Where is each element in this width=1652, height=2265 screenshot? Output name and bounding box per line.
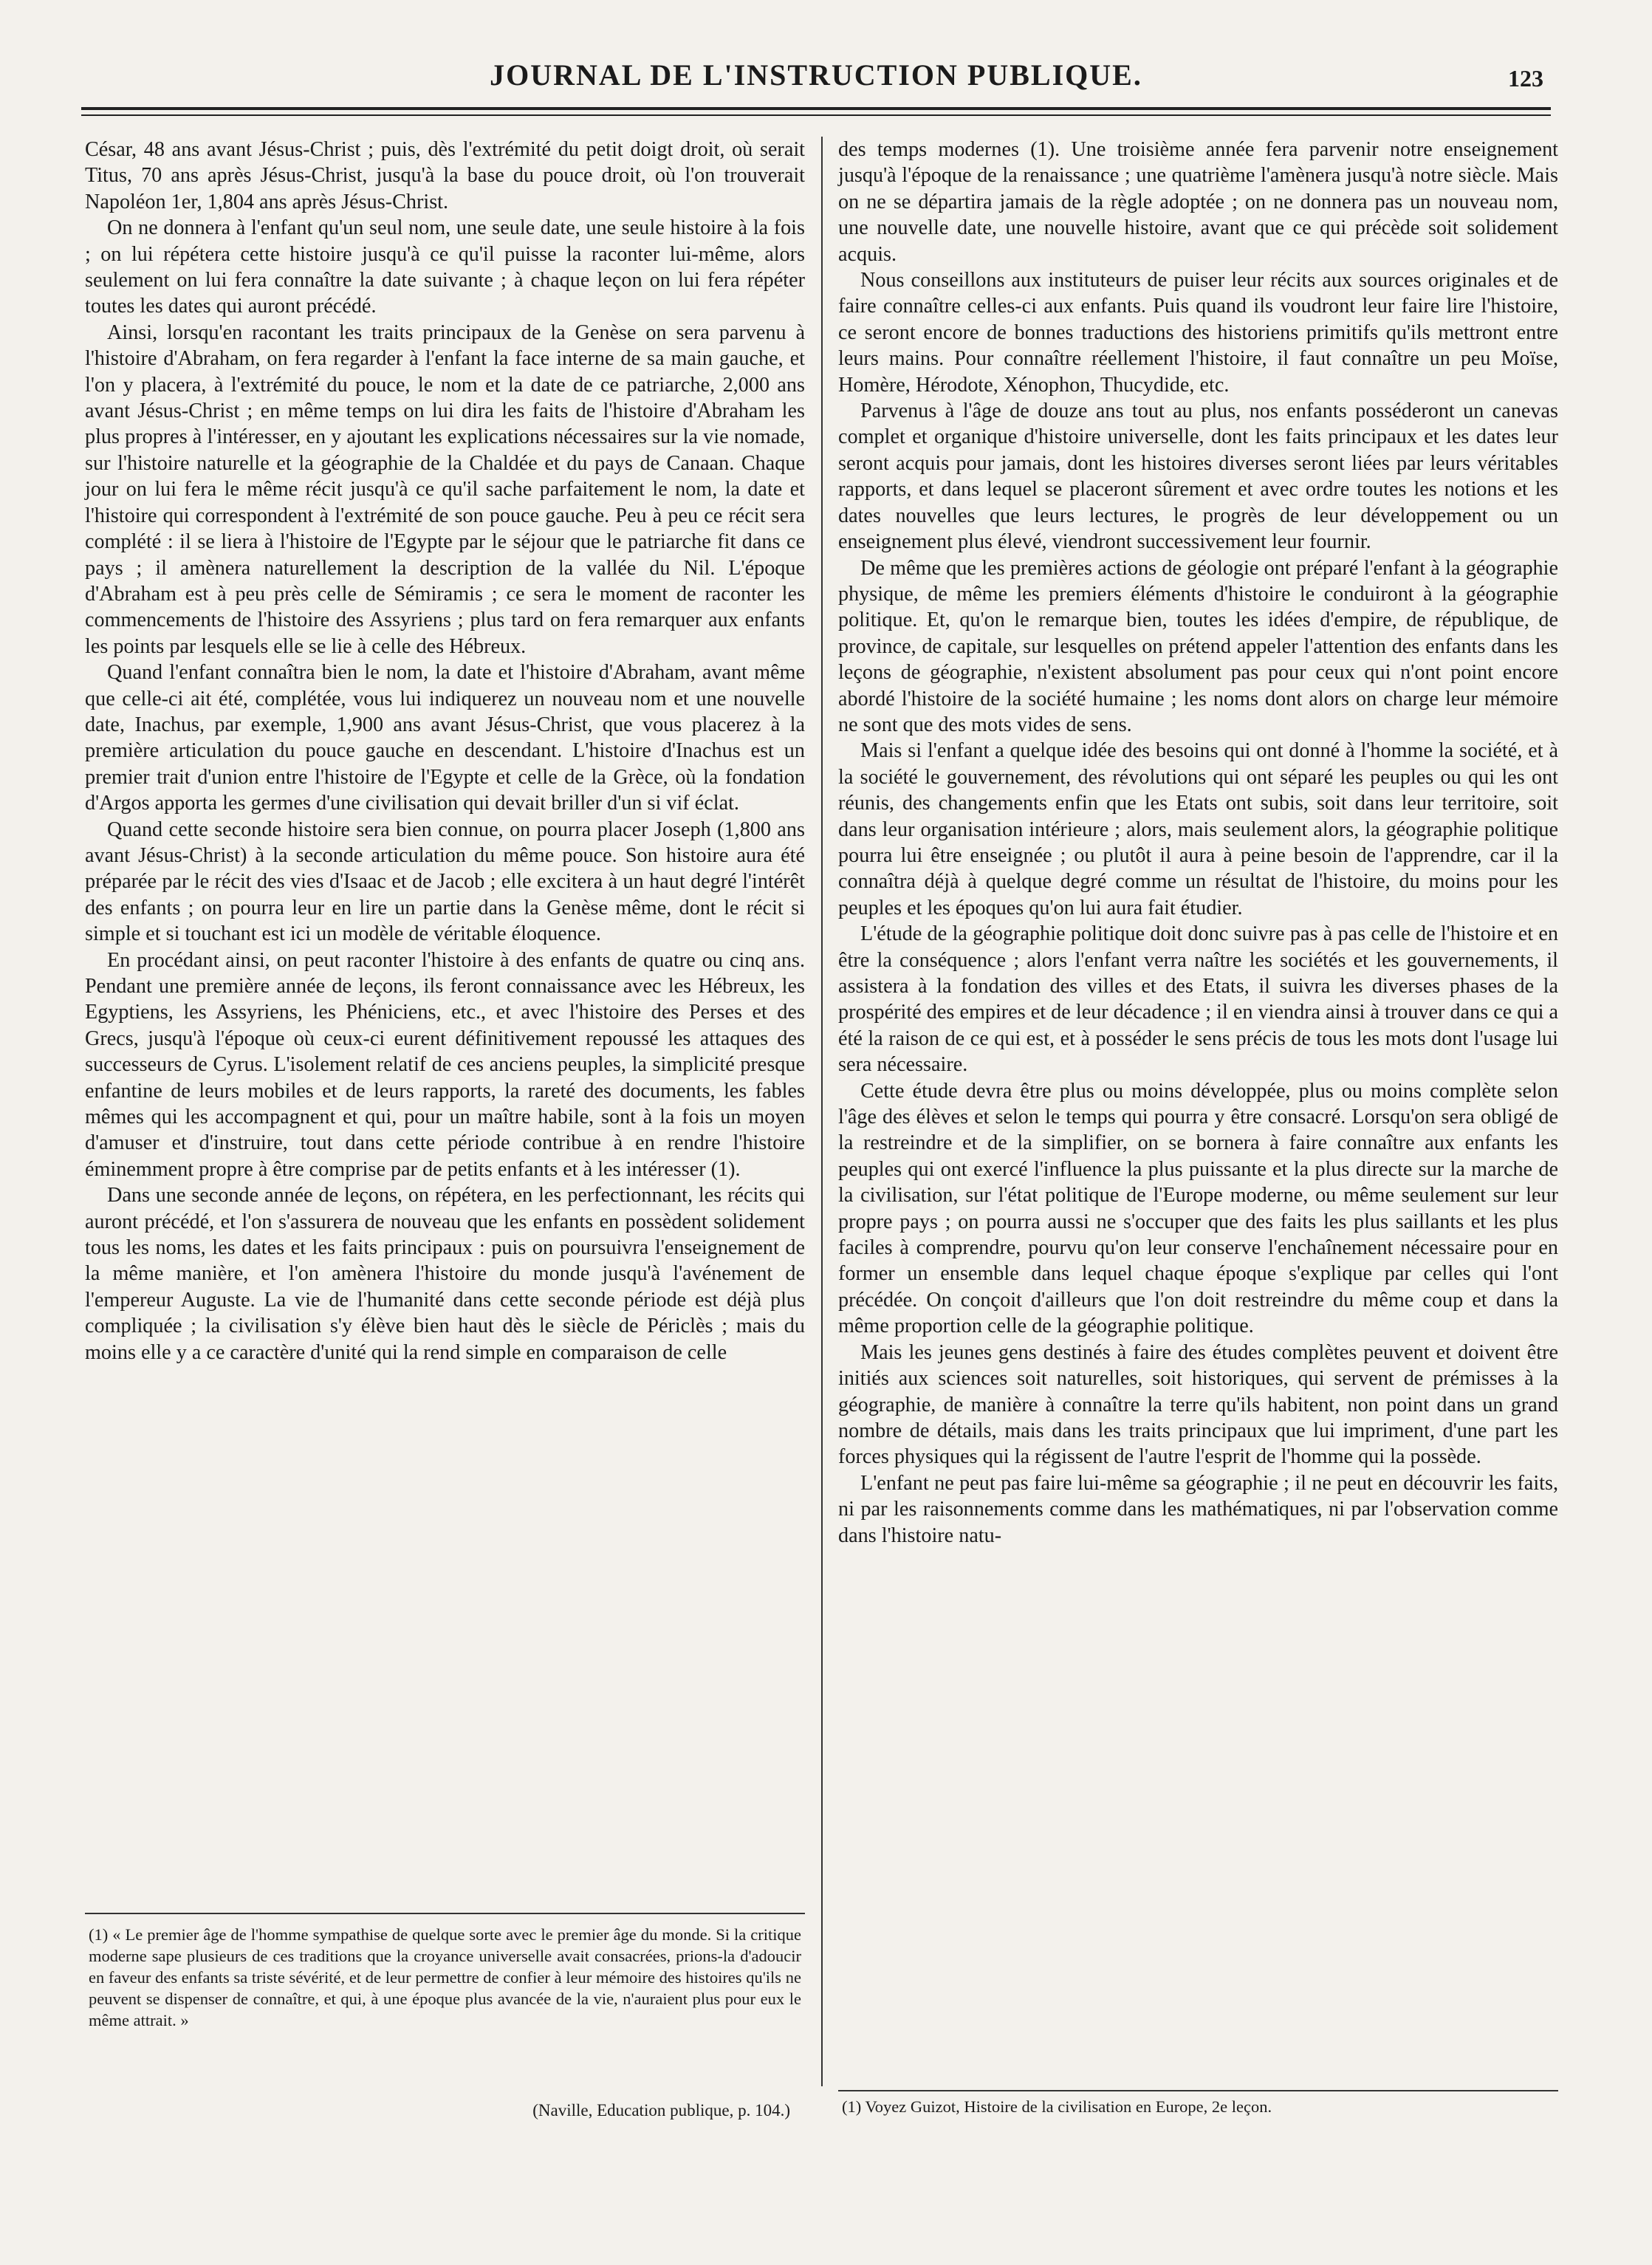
- left-column: [85, 137, 805, 1365]
- footnote-rule-right: [838, 2090, 1558, 2091]
- paragraph: des temps modernes (1). Une troisième année fera parvenir notre enseignement jusqu'à l'époque de la renaissance ; une quatrième l'amènera jusqu'à notre siècle. Mais on ne se départira jamais de la règle adoptée ; on ne donnera pas un nouveau nom, une nouvelle date, une nouvelle histoire, avant que ce qui précède soit solidement acquis.: [838, 138, 1558, 266]
- footnote-rule-left: [85, 1913, 805, 1914]
- footnote-source: (Naville, Education publique, p. 104.): [532, 2101, 790, 2120]
- paragraph: Quand l'enfant connaîtra bien le nom, la date et l'histoire d'Abraham, avant même que celle-ci ait été, complétée, vous lui indiquerez un nouveau nom et une nouvelle date, Inachus, par exemple, 1,900 ans avant Jésus-Christ, que vous placerez à la première articulation du pouce gauche en descendant. L'histoire d'Inachus est un premier trait d'union entre l'histoire de l'Egypte et celle de la Grèce, où la fondation d'Argos apporta les germes d'une civilisation qui devait briller d'un si vif éclat.: [85, 661, 805, 815]
- paragraph: Nous conseillons aux instituteurs de puiser leur récits aux sources originales et de faire connaître celles-ci aux enfants. Puis quand ils voudront leur faire lire l'histoire, ce seront encore de bonnes traductions des historiens primitifs qu'ils mettront entre leurs mains. Pour connaître réellement l'histoire, il faut connaître un peu Moïse, Homère, Hérodote, Xénophon, Thucydide, etc.: [838, 269, 1558, 397]
- footnote-right: (1) Voyez Guizot, Histoire de la civilisation en Europe, 2e leçon.: [842, 2097, 1272, 2116]
- paragraph: On ne donnera à l'enfant qu'un seul nom, une seule date, une seule histoire à la fois ; on lui répétera cette histoire jusqu'à ce qu'il puisse la raconter lui-même, alors seulement on lui fera connaître la date suivante ; à chaque leçon on lui fera répéter toutes les dates qui auront précédé.: [85, 216, 805, 318]
- paragraph: Dans une seconde année de leçons, on répétera, en les perfectionnant, les récits qui auront précédé, et l'on s'assurera de nouveau que les enfants en possèdent solidement tous les noms, les dates et les faits principaux : puis on poursuivra l'enseignement de la même manière, et l'on amènera l'histoire du monde jusqu'à l'avénement de l'empereur Auguste. La vie de l'humanité dans cette seconde période est déjà plus compliquée ; la civilisation s'y élève bien haut dès le siècle de Périclès ; mais du moins elle y a ce caractère d'unité qui la rend simple en comparaison de celle: [85, 1184, 805, 1364]
- paragraph: L'enfant ne peut pas faire lui-même sa géographie ; il ne peut en découvrir les faits, ni par les raisonnements comme dans les mathématiques, ni par l'observation comme dans l'histoire natu-: [838, 1471, 1558, 1547]
- header-rule-thin: [81, 114, 1551, 116]
- page-number: 123: [1508, 65, 1543, 92]
- journal-title: JOURNAL DE L'INSTRUCTION PUBLIQUE.: [490, 58, 1142, 92]
- header-rule-thick: [81, 107, 1551, 110]
- paragraph: Mais les jeunes gens destinés à faire des études complètes peuvent et doivent être initiés aux sciences soit naturelles, soit historiques, qui servent de prémisses à la géographie, de manière à connaître la terre qu'ils habitent, non point dans un grand nombre de détails, mais dans les traits principaux que lui impriment, d'une part les forces physiques qui la régissent de l'autre l'esprit de l'homme qui la possède.: [838, 1340, 1558, 1469]
- column-divider: [821, 137, 823, 2086]
- paragraph: En procédant ainsi, on peut raconter l'histoire à des enfants de quatre ou cinq ans. Pendant une première année de leçons, ils feront connaissance avec les Hébreux, les Egyptiens, les Assyriens, les Phéniciens, etc., et avec l'histoire des Perses et des Grecs, jusqu'à l'époque où ceux-ci eurent définitivement repoussé les attaques des successeurs de Cyrus. L'isolement relatif de ces anciens peuples, la simplicité presque enfantine de leurs mobiles et de leurs rapports, la rareté des documents, les fables mêmes qui les accompagnent et qui, pour un maître habile, sont à la fois un moyen d'amuser et d'instruire, tout dans cette période contribue à en rendre l'histoire éminemment propre à être comprise par de petits enfants et à les intéresser (1).: [85, 948, 805, 1181]
- paragraph: Parvenus à l'âge de douze ans tout au plus, nos enfants posséderont un canevas complet et organique d'histoire universelle, dont les faits principaux et les dates leur seront acquis pour jamais, dont les histoires diverses seront liées par leurs véritables rapports, et dans lequel se placeront sûrement et avec ordre toutes les notions et les dates nouvelles que leurs lectures, le progrès de leur développement ou un enseignement plus élevé, viendront successivement leur fournir.: [838, 400, 1558, 554]
- page-header: [81, 52, 1551, 103]
- paragraph: Mais si l'enfant a quelque idée des besoins qui ont donné à l'homme la société, et à la société le gouvernement, des révolutions qui ont séparé les peuples ou qui les ont réunis, des changements enfin que les Etats ont subis, soit dans leur territoire, soit dans leur organisation intérieure ; alors, mais seulement alors, la géographie politique pourra lui être enseignée ; ou plutôt il aura à peine besoin de l'apprendre, car il la connaîtra déjà à quelque degré comme un résultat de l'histoire, du moins pour les peuples et les époques qu'on lui aura fait étudier.: [838, 739, 1558, 919]
- paragraph: Quand cette seconde histoire sera bien connue, on pourra placer Joseph (1,800 ans avant Jésus-Christ) à la seconde articulation du même pouce. Son histoire aura été préparée par le récit des vies d'Isaac et de Jacob ; elle excitera à un haut degré l'intérêt des enfants ; on pourra leur en lire un partie dans la Genèse même, dont le récit si simple et si touchant est ici un modèle de véritable éloquence.: [85, 818, 805, 946]
- footnote-left: (1) « Le premier âge de l'homme sympathise de quelque sorte avec le premier âge du monde. Si la critique moderne sape plusieurs de ces traditions que la croyance universelle avait consacrées, prions-la d'adoucir en faveur des enfants sa triste sévérité, et de leur permettre de confier à leur mémoire des histoires qu'ils ne peuvent se dispenser de connaître, et qui, à une époque plus avancée de la vie, n'auraient plus pour eux le même attrait. »: [89, 1925, 801, 2029]
- paragraph: Cette étude devra être plus ou moins développée, plus ou moins complète selon l'âge des élèves et selon le temps qui pourra y être consacré. Lorsqu'on sera obligé de la restreindre et de la simplifier, on se bornera à faire connaître aux enfants les peuples qui ont exercé l'influence la plus puissante et la plus directe sur la marche de la civilisation, sur l'état politique de l'Europe moderne, ou même seulement sur leur propre pays ; on pourra aussi ne s'occuper que des faits les plus saillants et les plus faciles à comprendre, pourvu qu'on leur conserve l'enchaînement nécessaire pour en former un ensemble dans lequel chaque époque s'explique par celles qui l'ont précédée. On conçoit d'ailleurs que l'on doit restreindre du même coup et dans la même proportion celle de la géographie politique.: [838, 1079, 1558, 1338]
- right-column: [838, 137, 1558, 1549]
- paragraph: César, 48 ans avant Jésus-Christ ; puis, dès l'extrémité du petit doigt droit, où serait Titus, 70 ans après Jésus-Christ, jusqu'à la base du pouce droit, où l'on trouverait Napoléon 1er, 1,804 ans après Jésus-Christ.: [85, 138, 805, 213]
- paragraph: De même que les premières actions de géologie ont préparé l'enfant à la géographie physique, de même les premiers éléments d'histoire le conduiront à la géographie politique. Et, qu'on le remarque bien, toutes les idées d'empire, de république, de province, de capitale, sur lesquelles on prétend appeler l'attention des enfants dans les leçons de géographie, n'existent absolument pas pour ceux qui n'ont point encore abordé l'histoire de la société humaine ; les noms dont alors on charge leur mémoire ne sont que des mots vides de sens.: [838, 556, 1558, 736]
- paragraph: Ainsi, lorsqu'en racontant les traits principaux de la Genèse on sera parvenu à l'histoire d'Abraham, on fera regarder à l'enfant la face interne de sa main gauche, et l'on y placera, à l'extrémité du pouce, le nom et la date de ce patriarche, 2,000 ans avant Jésus-Christ ; en même temps on lui dira les faits de l'histoire d'Abraham les plus propres à l'intéresser, en y ajoutant les explications nécessaires sur la vie nomade, sur l'histoire naturelle et la géographie de la Chaldée et du pays de Canaan. Chaque jour on lui fera le même récit jusqu'à ce qu'il sache parfaitement le nom, la date et l'histoire qui correspondent à l'extrémité de son pouce gauche. Peu à peu ce récit sera complété : il se liera à l'histoire de l'Egypte par le séjour que le patriarche fit dans ce pays ; il amènera naturellement la description de la vallée du Nil. L'époque d'Abraham est à peu près celle de Sémiramis ; ce sera le moment de raconter les commencements de l'histoire des Assyriens ; plus tard on fera remarquer aux enfants les points par lesquels elle se lie à celle des Hébreux.: [85, 321, 805, 658]
- paragraph: L'étude de la géographie politique doit donc suivre pas à pas celle de l'histoire et en être la conséquence ; alors l'enfant verra naître les sociétés et les gouvernements, il assistera à la fondation des villes et des Etats, il suivra les diverses phases de la prospérité des empires et de leur décadence ; il en viendra ainsi à trouver dans ce qui a été la raison de ce qui est, et à posséder le sens précis de tous les mots dont l'usage lui sera nécessaire.: [838, 922, 1558, 1077]
